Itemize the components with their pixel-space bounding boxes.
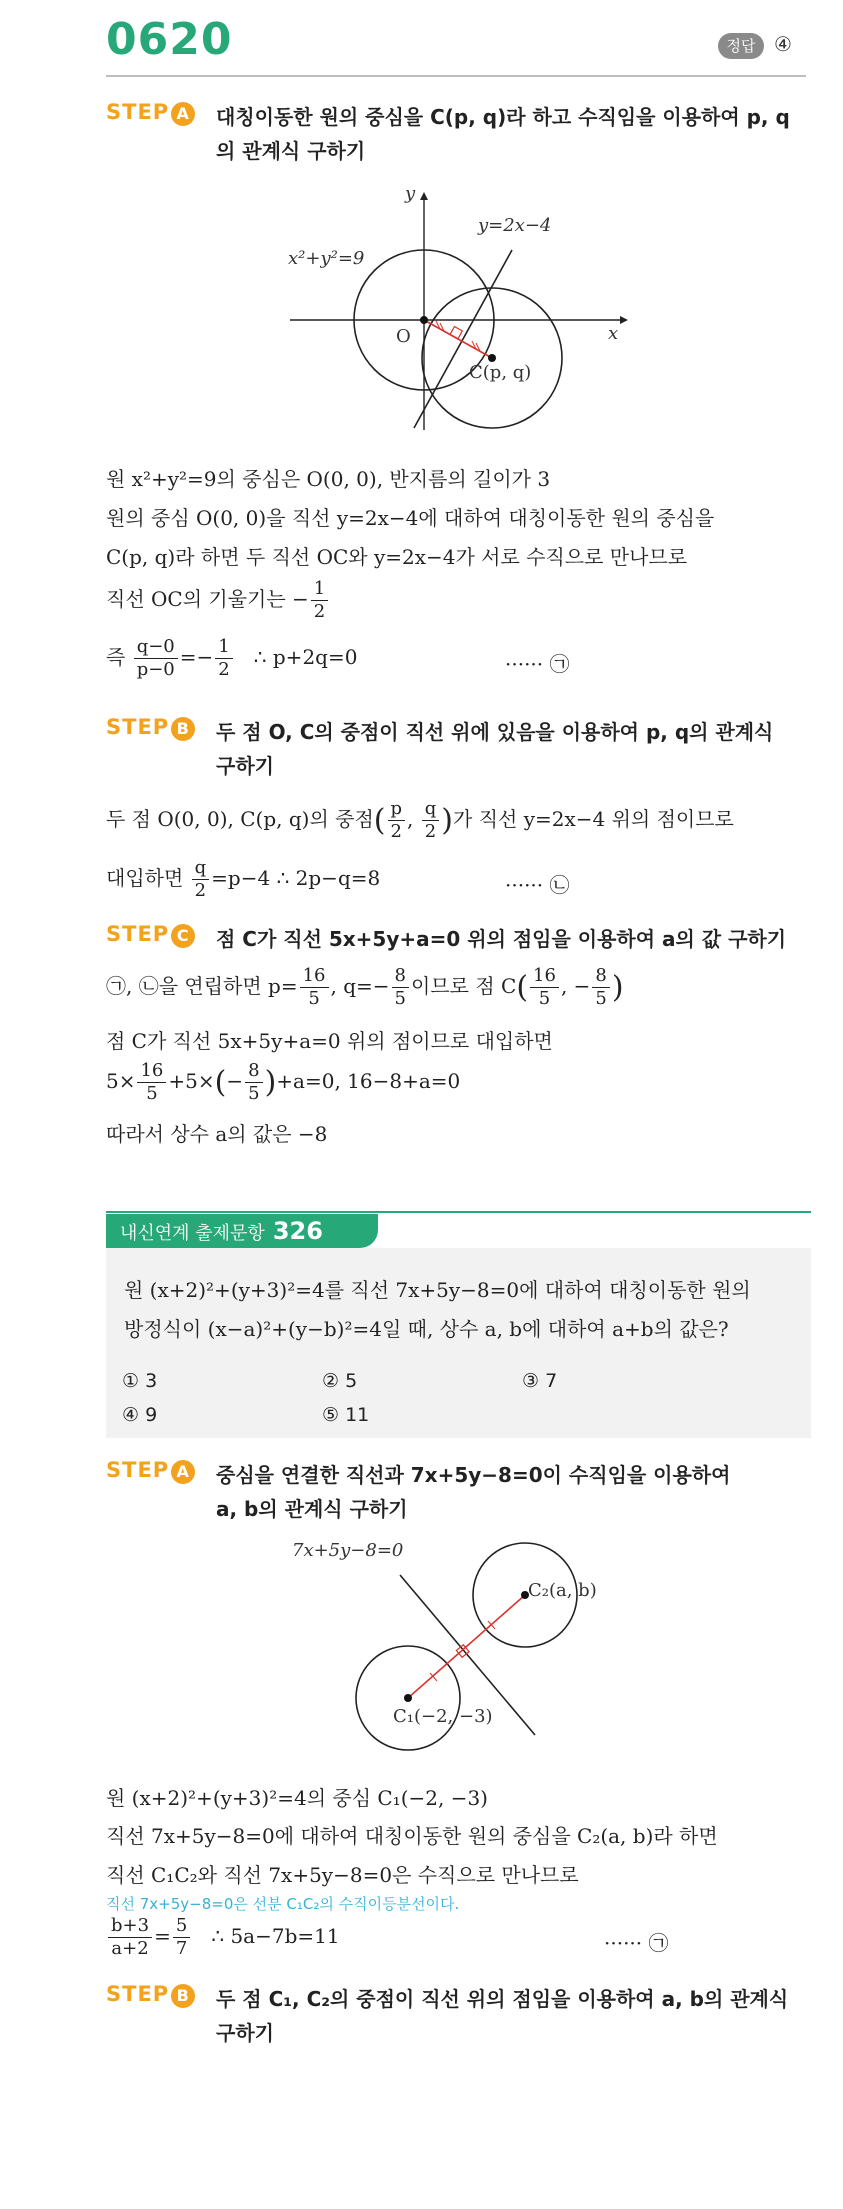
figure-reflection-line <box>340 1535 660 1765</box>
sol-a-line-4: 직선 OC의 기울기는 − $\frac{1}{2}$ <box>106 578 330 623</box>
answer-badge: 정답 <box>718 33 764 59</box>
problem-line-1: 원 (x+2)²+(y+3)²=4를 직선 7x+5y−8=0에 대하여 대칭이동한 원의 <box>124 1278 751 1302</box>
sol-a-mark: ······ ㉠ <box>505 652 570 676</box>
fig1-line-label: y=2x−4 <box>478 215 552 236</box>
sol-a-line-5: 즉 $\frac{q-0}{p-0}$ =− $\frac{1}{2}$ ∴ p+2q=0 <box>106 636 358 680</box>
sol-a-line-1: 원 x²+y²=9의 중심은 O(0, 0), 반지름의 길이가 3 <box>106 467 551 491</box>
sol-c-line-3: 5× $\frac{16}{5}$ +5×(− $\frac{8}{5}$ )+a=0, 16−8+a=0 <box>106 1060 461 1104</box>
fig1-center-label: C(p, q) <box>469 362 532 383</box>
problem-number: 0620 <box>106 14 233 65</box>
step-c-title: 점 C가 직선 5x+5y+a=0 위의 점임을 이용하여 a의 값 구하기 <box>216 927 787 951</box>
fig1-y-label: y <box>405 183 416 204</box>
fig2-c1-label: C₁(−2, −3) <box>393 1706 493 1727</box>
sol-b-mark: ······ ㉡ <box>505 873 570 897</box>
line-y-2x-4 <box>414 250 512 428</box>
sol-c-line-2: 점 C가 직선 5x+5y+a=0 위의 점이므로 대입하면 <box>106 1029 553 1053</box>
sol-a2-line-1: 원 (x+2)²+(y+3)²=4의 중심 C₁(−2, −3) <box>106 1786 488 1810</box>
choice-1[interactable]: ① 3 <box>122 1370 158 1392</box>
fig2-c2-label: C₂(a, b) <box>528 1580 597 1601</box>
sol-a2-note: 직선 7x+5y−8=0은 선분 C₁C₂의 수직이등분선이다. <box>106 1895 460 1913</box>
step-b2-title: 두 점 C₁, C₂의 중점이 직선 위의 점임을 이용하여 a, b의 관계식 구하기 <box>216 1987 789 2045</box>
linked-problem-rule <box>106 1211 811 1213</box>
sol-a-line-3: C(p, q)라 하면 두 직선 OC와 y=2x−4가 서로 수직으로 만나므로 <box>106 545 688 569</box>
choice-5[interactable]: ⑤ 11 <box>322 1404 370 1426</box>
step-b2-label: STEP B <box>106 1982 195 2008</box>
fig1-origin-label: O <box>396 326 411 347</box>
step-c-label: STEP C <box>106 922 195 948</box>
fig1-circle-label: x²+y²=9 <box>288 248 365 269</box>
fig2-line-label: 7x+5y−8=0 <box>292 1540 404 1561</box>
sol-b-line-1: 두 점 O(0, 0), C(p, q)의 중점( $\frac{p}{2}$ , $\frac{q}{2}$ )가 직선 y=2x−4 위의 점이므로 <box>106 798 734 842</box>
sol-a2-line-2: 직선 7x+5y−8=0에 대하여 대칭이동한 원의 중심을 C₂(a, b)라 하면 <box>106 1824 718 1848</box>
sol-b-line-2: 대입하면 $\frac{q}{2}$ =p−4 ∴ 2p−q=8 <box>106 857 381 901</box>
sol-a2-line-4: $\frac{b+3}{a+2}$ = $\frac{5}{7}$ ∴ 5a−7b=11 <box>106 1915 340 1960</box>
sol-a2-mark: ······ ㉠ <box>604 1931 669 1955</box>
header-divider <box>106 75 806 77</box>
sol-a2-line-3: 직선 C₁C₂와 직선 7x+5y−8=0은 수직으로 만나므로 <box>106 1863 579 1887</box>
linked-problem-tag: 내신연계 출제문항 326 <box>106 1214 378 1248</box>
problem-line-2: 방정식이 (x−a)²+(y−b)²=4일 때, 상수 a, b에 대하여 a+b의 값은? <box>124 1317 729 1341</box>
choice-2[interactable]: ② 5 <box>322 1370 358 1392</box>
sol-a-line-2: 원의 중심 O(0, 0)을 직선 y=2x−4에 대하여 대칭이동한 원의 중심을 <box>106 506 715 530</box>
step-b-title: 두 점 O, C의 중점이 직선 위에 있음을 이용하여 p, q의 관계식 구하기 <box>216 720 774 778</box>
figure-circles-reflection <box>280 180 630 440</box>
choice-3[interactable]: ③ 7 <box>522 1370 558 1392</box>
sol-c-line-1: ㉠, ㉡을 연립하면 p= $\frac{16}{5}$ , q=− $\frac{8}{5}$ 이므로 점 C( $\frac{16}{5}$ , − $\frac{8}{5}$ ) <box>106 965 624 1009</box>
step-b-label: STEP B <box>106 715 195 741</box>
answer-value: ④ <box>774 32 792 56</box>
step-a2-label: STEP A <box>106 1458 195 1484</box>
step-a-label: STEP A <box>106 100 195 126</box>
step-a-title: 대칭이동한 원의 중심을 C(p, q)라 하고 수직임을 이용하여 p, q 의 관계식 구하기 <box>216 105 790 163</box>
fig1-x-label: x <box>608 323 619 344</box>
choice-4[interactable]: ④ 9 <box>122 1404 158 1426</box>
sol-c-line-4: 따라서 상수 a의 값은 −8 <box>106 1122 328 1146</box>
step-a2-title: 중심을 연결한 직선과 7x+5y−8=0이 수직임을 이용하여 a, b의 관계식 구하기 <box>216 1463 731 1521</box>
segment-c1c2 <box>408 1595 525 1698</box>
